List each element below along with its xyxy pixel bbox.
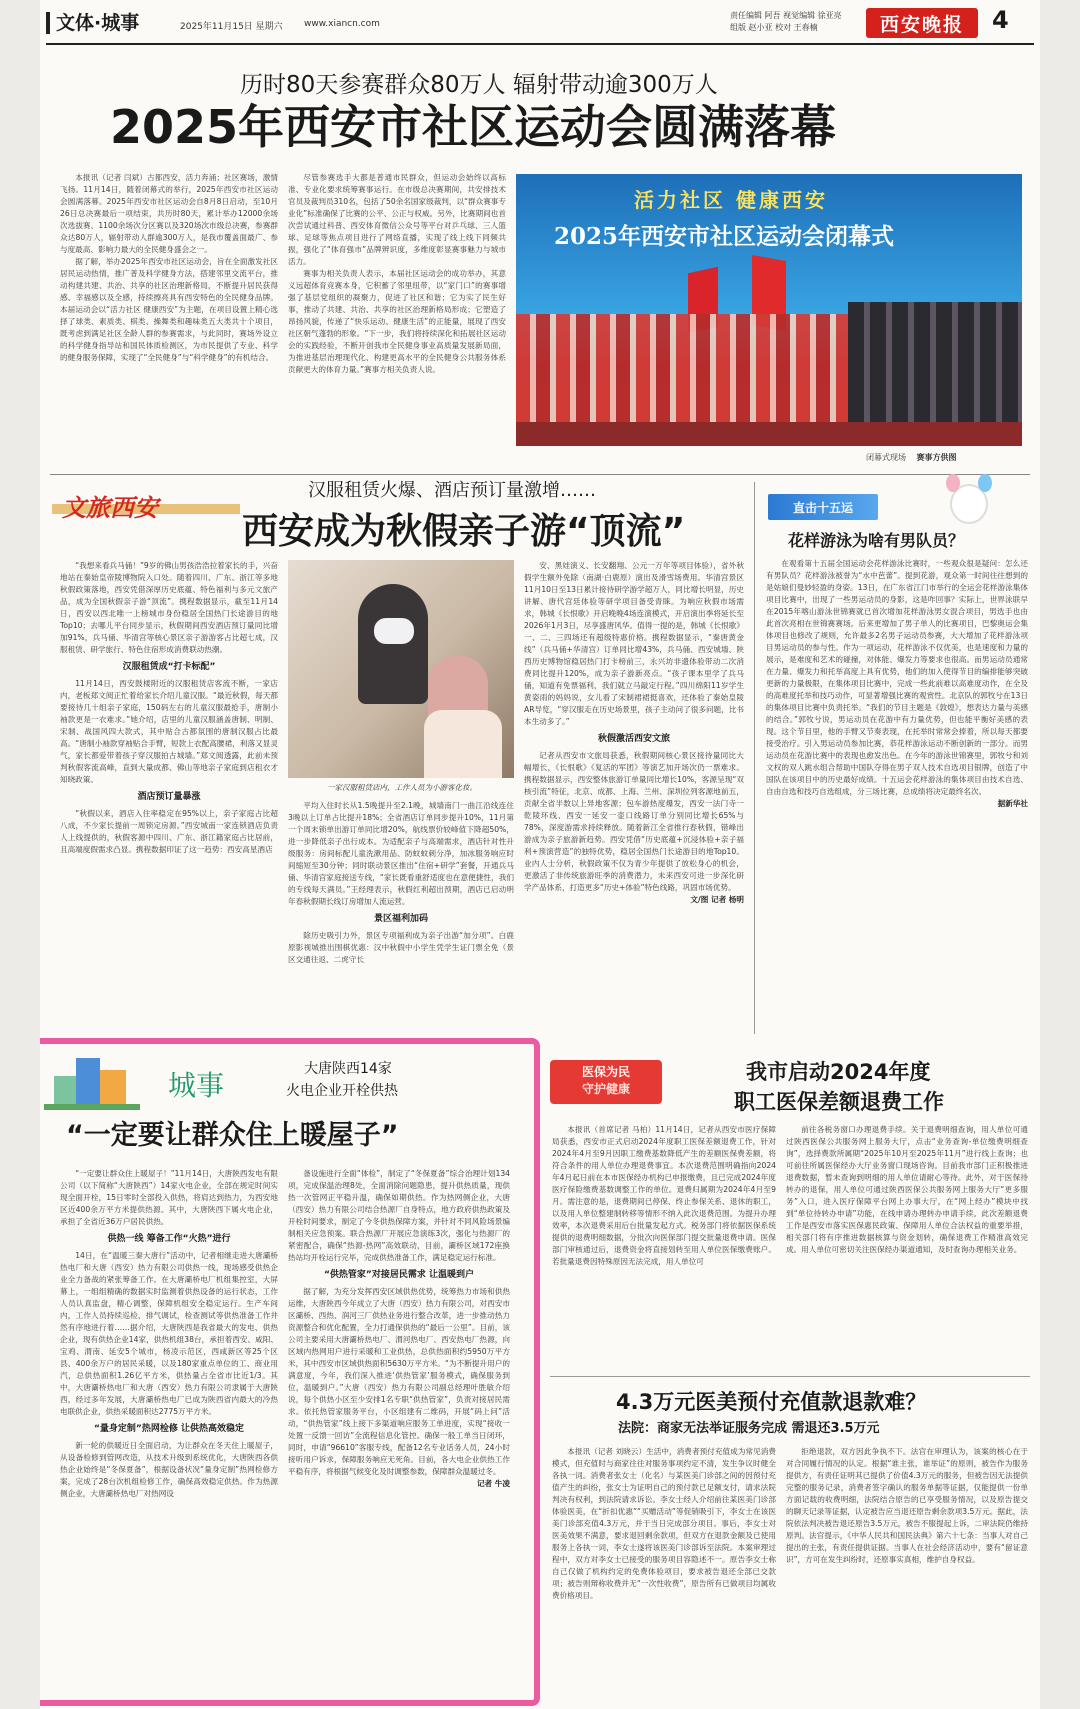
date-line: 2025年11月15日 星期六 [180,22,283,32]
story1-caption-text: 闭幕式现场 [866,453,906,462]
paper-logo [866,8,978,38]
vertical-divider-sidebar [754,482,755,1034]
divider-story5 [550,1376,1030,1377]
story2-para-e: 除历史吸引力外，景区专项福利成为亲子出游“加分项”。白鹿原影视城推出围棋优惠：汉中秋假中小学生凭学生证门票全免（景区交通往返、二虎守长 [288,931,514,964]
story2-col-3 [524,560,744,1030]
story1-para-3: 尽管参赛选手大都是普通市民群众，但运动会始终以高标准、专业化要求统筹赛事运行。在市级总决赛期间，共安排技术官员及裁判员310名，包括了50余名国家级裁判，以“群众赛事专业化”标准确保了比赛的公平、公正与权威。另外，比赛期间也首次尝试通过科普、西安体育微信公众号等平台对乒乓球、三人篮球、足球等焦点项目进行了网络直播，实现了线上线下同频共振，强化了“体育强市”品牌辨识度，多维度彰显赛事魅力与城市活力。 [288,173,506,266]
story1-col-1 [60,172,278,466]
sidebar-tag [768,494,878,520]
story2-para-g: 记者从西安市文旅局获悉，秋假期间核心景区接待量同比大幅增长，《长恨歌》《复活的军团》等演艺加开场次仍一票难求。携程数据显示，西安整体旅游订单量同比增长10%，客源呈现“双核引流”特征，北京、成都、上海、兰州、深圳位列客源地前五，贡献全省半数以上异地客源；包车游热度爆发，西安一法门寺一乾陵环线、西安一延安一壶口线路订单分别同比增长65%与78%，深度游需求持续释放。随着新江全省推行春秋假，错峰出游成为亲子旅游新趋势。西安凭借“历史底蕴+沉浸体验+亲子福利+预演营造”的独特优势，稳居全国热门长途游目的地Top10。业内人士分析，秋假政策不仅为青少年提供了放松身心的机会，更激活了非传统旅游旺季的消费潜力，未来西安可进一步深化研学产品体系，打造更多“历史+体验”特色线路，巩固市场优势。 [524,751,744,892]
story2-para-d: 平均入住时长从1.5晚提升至2.1晚，城墙南门一曲江沿线连住3晚以上订单占比提升18%；全省酒店订单同步提升10%，11月第一个周末锁单出游订单同比增20%，航线票价较峰值下降超50%，进一步降低亲子出行成本。为适配亲子与高端需求，酒店针对性升级服务：房间标配儿童洗漱用品、防蚊蚊刺分净，加冰服务响应时间缩短至30分钟；同时联动景区推出“住宿+研学”套餐，开通兵马俑、华清宫家庭接送专线，“家长既看重舒适度也在意便捷性，我们的专线每天满员。”王经理表示，秋假红利超出预期，酒店已启动明年春秋假期长线订房增加人流运营。 [288,801,514,906]
story5-col-1 [552,1446,776,1702]
mascot-ear-left [946,474,960,492]
story4-para-a: 本报讯（首席记者 马柏）11月14日，记者从西安市医疗保障局获悉，西安市正式启动2024年度职工医保差额退费工作，针对2024年4月至9月因职工缴费基数降低产生的差额医保费差额，将符合条件的用人单位办理退费事宜。本次退费范围明确指向2024年4月起日前在本市医保经办机构已申报缴费，且已完成2024年度医疗保险缴费基数调整工作的单位。退费归属期为2024年4月至9月。需注意的是，退费期间已停保、终止参保关系、退休的职工，以及用人单位整建制转移等情形不纳入此次退费范围。为提升办理效率，本次退费采用后台批量发起方式。税务部门将依据医保系统提供的退费明细数据，分批次向医保部门提交批量退费申请。医保部门审核通过后，退费资金将直接划转至用人单位医保缴费账户。若批量退费因特殊原因无法完成，用人单位可 [552,1125,776,1266]
story3-sub-b: “量身定制”热网检修 让供热高效稳定 [94,1424,244,1434]
story2-byline: 文/图 记者 杨明 [690,895,744,904]
city-buildings-icon [44,1054,154,1110]
masthead [40,0,1040,44]
staff-line-1: 责任编辑 阿吾 视觉编辑 徐亚亮 [730,11,842,20]
story1-photo-caption [866,452,957,463]
story1-para-1: 本报讯（记者 闫斌）古都西安，活力奔涌；社区赛场，激情飞扬。11月14日，随着闭幕式的举行，2025年西安市社区运动会圆满落幕。2025年西安市社区运动会自8月8日启动，至10月26日总决赛最后一项结束，共历时80天，累计举办12000余场次选拔赛、1100余场次分区赛以及320场次市级总决赛，参赛群众达80万人，辐射带动人群逾300万人，是我市覆盖面最广、参与度最高、影响力最大的全民健身盛会之一。 [60,173,278,254]
story2-col-1 [60,560,278,1030]
medical-column-tag [550,1060,662,1104]
story4-col-2 [786,1124,1028,1364]
story2-para-f: 安、黑娃演义、长安翻翔、公元一万年等项目体验），省外秋假学生额外免除（南湖·白鹿原）演出及滑雪场费用。华清宫景区11月10日至13日累计接待研学游学超万人，同比增长明显，历史讲解、唐代宫廷体验等研学项目备受青睐。为响应秋假市场需求，韩城《长恨歌》开启晚晚4场连演模式，开启演出季将延长至2026年1月3日，尽享盛唐风华。值得一提的是，韩城《长恨歌》一、二、三四场还有超级特惠价格。携程数据显示，“秦唐黄金线”（兵马俑+华清宫）订单同比增43%，兵马俑、西安城墙、陕西历史博物馆稳居热门打卡榜前三，永兴坊非遗体验带动二次消费同比提升120%，成为亲子游新亮点。“孩子课本里学了兵马俑，知道有免票福利，我们就立马敲定行程。”四川绵阳11岁学生黄姿雨的妈妈说，女儿看了宋制裙裙挺喜欢，还体验了秦始皇陵AR导览，“穿汉服走在历史场景里，孩子主动问了很多问题，比书本生动多了。” [524,561,744,726]
building-short [54,1076,76,1106]
story2-sub-a: 汉服租赁成“打卡标配” [122,662,216,672]
story3-sub-a: 供热一线 筹备工作“火热”进行 [107,1234,231,1244]
sidebar-byline: 据新华社 [997,799,1028,808]
staff-line-2: 组版 赵小亚 校对 王春楠 [730,23,818,32]
story2-para-b: 11月14日，西安鼓楼附近的汉服租赁店客流不断，一家店内，老板郑文阅正忙着给家长介绍儿童汉服。“最近秋假，每天都要接待几十组亲子家庭，150码左右的儿童汉服最抢手，唐制小袖款更是一衣难求。”她介绍，店里的儿童汉服涵盖唐制、明制、宋制、战国风四大款式，其中贴合古都氛围的唐制汉服占比最高。“唐制小袖款穿袖贴合手臂，短款上衣配高腰裙，利落又显灵气，家长都爱带着孩子穿汉服拍古城墙。”郑文阅透露，此前未预判秋假客流高峰，直到大量成都、佛山等地亲子家庭到店租衣才知晓政策。 [60,679,278,784]
worker-face-mask [374,618,414,644]
story5-col-2 [786,1446,1028,1702]
site-url: www.xiancn.com [304,19,380,29]
story2-para-c: “秋假以来，酒店入住率稳定在95%以上，亲子家庭占比超八成，不少家长提前一周锁定房源。”西安城南一家连锁酒店负责人上线提供的，秋假客源中四川、广东、浙江籍家庭占比居前，且高端度假需求凸显。携程数据印证了这一趋势：西安高星酒店 [60,809,278,854]
medical-tag-line-2: 守护健康 [581,1082,630,1096]
story1-photo [516,174,1022,446]
story1-photo-credit: 赛事方供图 [916,453,957,462]
stage-floor [516,422,1022,446]
story4-col-1 [552,1124,776,1364]
paper-logo-text: 西安晚报 [879,13,964,36]
story3-col-2 [288,1168,510,1696]
story5-headline: 4.3万元医美预付充值款退款难？ [616,1390,927,1414]
story2-headline: 西安成为秋假亲子游“顶流” [242,511,686,552]
child-costume [424,710,502,778]
story3-para-c: 新一轮的供暖近日全面启动，为让群众在冬天住上暖屋子，从设备检修到管网改造，从技术升级到系统优化，大唐陕西各供热企业始终是“冬保夏备”，根据设备状况“量身定制”热网检修方案，完成了28台次机组检修工作，确保高效稳定供热。作为热源侧企业，大唐灞桥热电厂对热网设 [60,1441,278,1498]
building-tall [76,1058,100,1106]
sidebar-headline: 花样游泳为啥有男队员？ [788,531,965,550]
mascot-ear-right [978,474,992,492]
story1-kicker: 历时80天参赛群众80万人 辐射带动逾300万人 [240,72,718,98]
story3-kicker-2: 火电企业开栓供热 [286,1083,398,1099]
story4-headline-2: 职工医保差额退费工作 [734,1090,944,1114]
header-rule [46,43,1034,45]
sidebar-para: 在观看第十五届全国运动会花样游泳比赛时，一些观众很是疑问：怎么还有男队员？花样游泳被誉为“水中芭蕾”。提到花游，观众第一时间往往想到的是姑娘们曼妙轻盈的身姿。13日，在广东省江门市举行的全运会花样游泳集体项目比赛中，出现了一些男运动员的身影，这是咋回事？实际上，世界泳联早在2015年喀山游泳世锦赛就已首次增加花样游泳男女混合项目，男选手也由此首次亮相在世锦赛赛场。后来更增加了男子单人的比赛项目，巴黎奥运会集体项目也修改了规则，允许最多2名男子运动员参赛，大大增加了花样游泳项目男运动员的参与性。作为一项运动，花样游泳不仅优美，也是速度和力量的展示，是难度和艺术的碰撞，对体能、爆发力等要求也很高。而男运动员通常在力量、爆发力和托举高度上具有优势，他们的加入使得节目的编排能够突破更新的力量极限，在集体项目比赛中，完成一些此前难以高难度动作，在全及的高难度托举和技巧动作，可显著增强比赛的观赏性。北京队的郭牧兮在13日的集体项目比赛中负责托举。“我们的节目主题是《敦煌》，想表达力量与美感的结合。”郭牧兮说，男运动员在花游中有力量优势，但也能平衡好美感的表现。这个节目里，他的手臂又节奏表现，在托举时常常会捧着，所以每天都要接受治疗。引入男运动员参加比赛，恭花样游泳运动不断创新的一部分。而男运动员在花游比赛中的表现也愈发出色。在今年的游泳世锦赛里，郭牧兮和刘文权的双人跳水组合帮助中国队夺得在男子双人技术自选项目银牌，创造了中国队在该项目中的历史最好成绩。十五运会花样游泳的集体项目由技术自选、自由自选和技巧自选组成，分三场比赛，总成绩将决定最终名次。 [766,559,1028,796]
mascot-icon [936,470,1000,530]
story3-col-1 [60,1168,278,1696]
building-mid [100,1070,126,1106]
banner-title: 2025年西安市社区运动会闭幕式 [554,223,895,250]
story1-col-2 [288,172,506,466]
section-divider-mark [46,12,50,34]
story1-para-4: 赛事为相关负责人表示，本届社区运动会的成功举办，其意义远超体育竞赛本身，它积蓄了邻里纽带，以“家门口”的赛事增强了基层党组织的凝聚力，促进了社区和谐；它为实了民生好事，推动了共建、共治、共享的社区治理新格局形成；它塑造了昂扬风貌，传递了“快乐运动、健康生活”的正能量，展现了西安社区朝气蓬勃的形象。“下一步，我们将持续深化和拓展社区运动会的实践经验，不断开创我市全民健身事业高质量发展新局面，为推进基层治理现代化、构建更高水平的全民健身公共服务体系贡献更大的体育力量。”赛事方相关负责人说。 [288,269,506,374]
divider-1 [50,474,1030,475]
story3-para-a: “一定要让群众住上暖屋子！”11月14日，大唐陕西发电有限公司（以下简称“大唐陕西”）14家火电企业，全部在规定时间实现全面开栓，15日零时全部投入供热，将肩达到热力，为西安地区近400余万平方米提供热源。其中，大唐陕西下属火电企业，承担了全省近36万户居民供热。 [60,1169,278,1226]
story3-para-e: 据了解，为充分发挥西安区域供热优势，统筹热力市场和供热运维，大唐陕西今年成立了大唐（西安）热力有限公司，对西安市区灞桥、西热、润河三厂供热业务进行整合改革，进一步推动热力资源整合和优化配置，全力打通保供热的“最后一公里”。目前，该公司主要采用大唐灞桥热电厂、渭河热电厂、西安热电厂热源，向区域内热网用户进行采暖和工业供热，总供热面积约5950万平方米，其中西安市区域供热面积5630万平方米。“为不断提升用户的满意度，今年，我们深入推进‘供热管家’服务模式，确保服务到位，温暖到户。”大唐（西安）热力有限公司副总经理叶胜敏介绍说，每个供热小区至少安排1名专职“供热管家”，负责对接居民需求。依托热管家服务平台，小区组建有二维码，开展“码上问”活动，“供热管家”线上接下多渠道响应服务工单进度，实现“接收一处置一反馈一回访”全流程信息化管控。确保一般工单当日闭环，同时，申请“96610”客服专线，配备12名专业话务人员，24小时接听用户诉求，保障服务响应无死角。目前，各大电企业供热工作平稳有序，将根据气候变化及时调整参数，保障群众温暖过冬。 [288,1287,510,1476]
story2-photo [288,560,514,778]
page-number: 4 [992,6,1009,34]
newspaper-page [40,0,1040,1709]
city-column-label: 城事 [168,1069,225,1102]
story1-para-2: 据了解，举办2025年西安市社区运动会，旨在全面激发社区居民运动热情，推广普及科学健身方法，搭建邻里交流平台，推动构建共建、共治、共享的社区治理新格局，不断提升居民获得感、幸福感以及全感，持续擦亮具有西安特色的全民健身品牌。本届运动会以“活力社区 健康西安”为主题，在项目设置上精心选择了球类、素质类、棋类、操舞类和趣味类五大类共十个项目，既考虑到满足社区全龄人群的参赛需求，与此同时，赛场外设立的科学健身指导站和国民体质检测区，为市民提供了专业、科学的健身服务保障，实现了“全民健身”与“科学健身”的有机结合。 [60,257,278,362]
ground-band [44,1104,140,1110]
story4-para-b: 前往各税务窗口办理退费手续。关于退费明细查询，用人单位可通过陕西医保公共服务网上服务大厅，点击“业务查询-单位缴费明细查询”，选择费款所属期“2025年10月至2025年11月”进行线上查询；也可前往所属医保经办大厅业务窗口现场咨询。目前我市部门正积极推进退费数据，暂未查询到明细的用人单位请耐心等待。此外，对于医保待转办的退保，用人单位可通过陕西医保公共服务网上服务大厅“更多服务”入口，进入医疗保障平台网上办事大厅，在“网上经办”模块中找到“单位待转办申请”功能，在线申请办理转办申请手续。此次差额退费工作是西安市落实医保惠民政策、保障用人单位合法权益的重要举措，相关部门将有序推进数据核算与资金划转，确保退费工作精准高效完成。用人单位可密切关注医保经办渠道通知，及时查询办理相关业务。 [786,1125,1028,1254]
story2-col-2 [288,800,514,1030]
story4-headline-1: 我市启动2024年度 [746,1060,931,1084]
story3-kicker-1: 大唐陕西14家 [304,1061,392,1077]
story5-para-a: 本报讯（记者 刘晓云）生活中，消费者预付充值成为常见消费模式，但充值时与商家往往对服务事项约定不清，发生争议时健全各执一词。消费者张女士（化名）与某医美门诊部之间的因预付充值产生的纠纷，张女士为证明自己的预付款已足额支付，请求法院判决有权利，到法院请求诉讼。李女士经人介绍前往某医美门诊部体验医美，在“折扣优惠”“买赠活动”等促销吸引下，李女士在该医美门诊部充值4.3万元，并于当日完成部分项目。事后，李女士对医美效果不满意，要求退回剩余款项，但双方在退款金额及已使用服务上各执一词，李女士遂将该医美门诊部诉至法院。本案审理过程中，双方对李女士已接受的服务项目容隐述不一。原告李女士称自己仅做了机构约定的免费体验项目，要求被告退还全部已交款项；被告则辩称收费并无“一次性收费”，原告所有已做项目均属收费价格项目。 [552,1447,776,1600]
wenlv-tag-text: 文旅西安 [62,494,158,522]
story3-para-b: 14日，在“温暖三秦大唐行”活动中，记者相继走进大唐灞桥热电厂和大唐（西安）热力有限公司供热一线，现场感受供热企业全力备战的紧张筹备工作。在大唐灞桥电厂机组集控室，大屏幕上，一组组精确的数据实时监测着供热设备的运行状态，工作人员认真监盘，精心调整，保障机组安全稳定运行。生产车间内，工作人员持续巡检、排气调试，检查测试等供热准备工作井然有序地进行着……据介绍，大唐陕西是我省最大的发电、供热企业，现有供热企业14家，供热机组38台，承担着西安、咸阳、宝鸡、渭南、延安5个城市，杨凌示范区，西咸新区等25个区县、400余万户的居民采暖，以及180家重点单位的工、商业用汽，总供热面积1.26亿平方米，供热量占全省市比近1/3。其中，大唐灞桥热电厂和大唐（西安）热力有限公司隶属于大唐陕西，经过多年发展，大唐灞桥热电厂已成为陕西省内最大的冷热电联供企业，供热采暖面积达2775万平方米。 [60,1251,278,1416]
story5-kicker: 法院：商家无法举证服务完成 需退还3.5万元 [618,1421,880,1436]
story3-headline: “一定要让群众住上暖屋子” [66,1120,399,1151]
story5-para-b: 拒绝退款，双方因此争执不下。法官在审理认为，该案的核心在于对合同履行情况的认定。根据“谁主张，谁举证”的原则，被告作为服务提供方，有责任证明其已提供了价值4.3万元的服务，但被告因无法提供完整的服务记录，消费者签字确认的服务单据等证据，仅能提供一份单方面记载的收费明细，法院结合原告的已享受服务情况，以及原告提交的聊天记录等证据，认定被告应当退还原告剩余款项3.5万元。据此，法院依法判决被告退还原告3.5万元，被告不服提起上诉，二审法院仍维持原判。法官提示，《中华人民共和国民法典》第六十七条：当事人对自己提出的主张，有责任提供证据。当事人在社会经济活动中，要有“留证意识”，方可在发生纠纷时，还原事实真相，维护自身权益。 [786,1447,1028,1564]
story3-sub-d: “供热管家”对接居民需求 让温暖到户 [324,1270,474,1280]
story2-para-a: “我想来看兵马俑！”9岁的佛山男孩浩浩拉着家长的手，兴奋地站在秦始皇帝陵博物院入口处。随着四川、广东、浙江等多地秋假政策落地，西安凭借深厚历史底蕴、特色福利与多元文旅产品，成为全国秋假亲子游“顶流”。携程数据显示，截至11月14日，西安以西北唯一上榜城市身份稳居全国热门长途游目的地Top10；去哪儿平台同步显示，秋假期间西安酒店预订量同比增加91%，兵马俑、华清宫等核心景区亲子游游客占比超七成，汉服租赁、研学旅行、特色住宿形成消费联动热潮。 [60,561,278,654]
story3-para-d: 备设施进行全面“体检”，制定了“冬保夏备”综合治理计划134项，完成保温治理8处，全面消除问题隐患，提升供热质量，现供热一次管网正平稳升温，确保如期供热。作为热网侧企业，大唐（西安）热力有限公司结合热源厂自身特点，地方政府供热政策及开栓时间要求，制定了今冬供热保障方案，并针对不同风险场景编制相关应急预案。联合热源厂开展应急演练3次，强化与热源厂的紧密配合，确保“热源-热网”高效联动，目前，灞桥区域172座换热站均开栓运行完毕，完成供热准备工作，满足稳定运行标准。 [288,1169,510,1262]
sidebar-body [766,558,1028,1020]
worker-figure [358,584,428,704]
story2-sub-f: 秋假激活西安文旅 [597,734,670,744]
story1-headline: 2025年西安市社区运动会圆满落幕 [110,100,837,154]
story2-photo-caption: 一家汉服租赁店内，工作人员为小游客化妆。 [327,783,477,792]
sidebar-tag-text: 直击十五运 [792,500,853,515]
medical-tag-line-1: 医保为民 [581,1065,630,1079]
story2-kicker: 汉服租赁火爆、酒店预订量激增…… [308,480,596,501]
banner-slogan: 活力社区 健康西安 [634,188,828,212]
wenlv-column-tag [52,488,252,524]
story2-sub-b: 酒店预订量暴涨 [137,792,201,802]
staff-credits [730,10,842,34]
story2-sub-d: 景区福利加码 [373,914,428,924]
section-label: 文体·城事 [56,12,140,34]
story3-byline: 记者 牛凌 [476,1479,510,1488]
